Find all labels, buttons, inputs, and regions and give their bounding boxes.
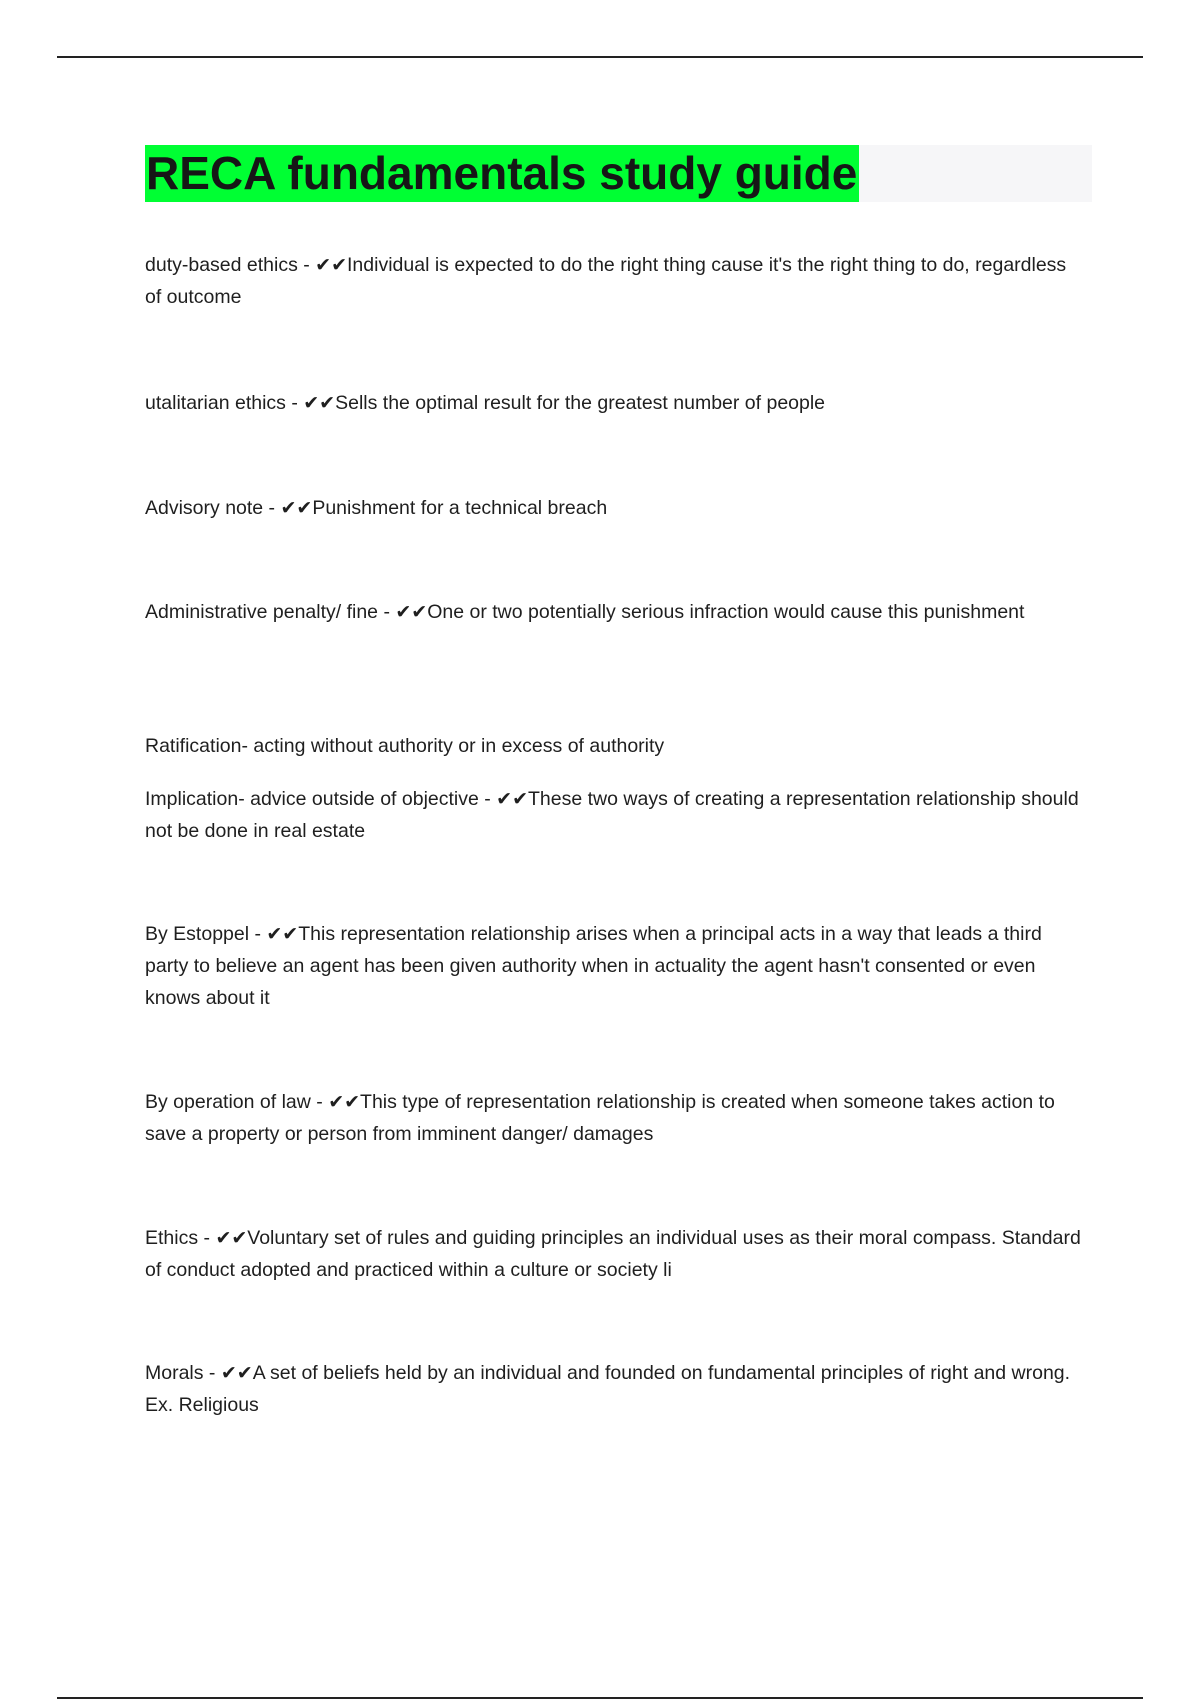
checkmark-icon: ✔✔ (266, 923, 299, 945)
checkmark-icon: ✔✔ (215, 1227, 248, 1249)
checkmark-icon: ✔✔ (395, 601, 428, 623)
study-entry-by-estoppel (145, 918, 1085, 1014)
study-entry-utalitarian-ethics (145, 387, 1085, 419)
entry-answer: This type of representation relationship is created when someone takes action to save a property or person from imminent danger/ damages (145, 1091, 1055, 1145)
top-divider (57, 56, 1143, 58)
checkmark-icon: ✔✔ (220, 1362, 253, 1384)
entry-answer: These two ways of creating a representation relationship should not be done in real estate (145, 788, 1079, 842)
checkmark-icon: ✔✔ (315, 254, 348, 276)
entry-answer: Sells the optimal result for the greatest number of people (335, 392, 826, 414)
checkmark-icon: ✔✔ (280, 497, 313, 519)
study-entry-ratification: Ratification- acting without authority or in excess of authority (145, 735, 665, 757)
study-entry-morals (145, 1357, 1085, 1421)
checkmark-icon: ✔✔ (496, 788, 529, 810)
entry-answer: A set of beliefs held by an individual and founded on fundamental principles of right and wrong. Ex. Religious (145, 1362, 1071, 1416)
study-entry-implication (145, 783, 1085, 847)
study-entry-duty-based-ethics (145, 249, 1085, 313)
entry-term: Implication- advice outside of objective - (145, 788, 497, 810)
entry-answer: Voluntary set of rules and guiding principles an individual uses as their moral compass. Standard of conduct adopted and practiced within a culture or society li (145, 1227, 1081, 1281)
study-entry-ethics (145, 1222, 1085, 1286)
entry-term: duty-based ethics - (145, 254, 316, 276)
entry-term: By operation of law - (145, 1091, 329, 1113)
entry-term: By Estoppel - (145, 923, 267, 945)
entry-term: utalitarian ethics - (145, 392, 304, 414)
entry-answer: This representation relationship arises when a principal acts in a way that leads a third party to believe an agent has been given authority when in actuality the agent hasn't consented or even knows about it (145, 923, 1042, 1009)
entry-term: Advisory note - (145, 497, 281, 519)
entry-answer: Individual is expected to do the right thing cause it's the right thing to do, regardless of outcome (145, 254, 1067, 308)
entry-term: Ethics - (145, 1227, 216, 1249)
document-title: RECA fundamentals study guide (145, 145, 859, 202)
entry-answer: One or two potentially serious infraction would cause this punishment (427, 601, 1025, 623)
bottom-divider (57, 1697, 1143, 1699)
checkmark-icon: ✔✔ (303, 392, 336, 414)
entry-answer: Punishment for a technical breach (312, 497, 608, 519)
entry-term: Morals - (145, 1362, 221, 1384)
study-entry-administrative-penalty (145, 596, 1085, 628)
study-entry-by-operation-of-law (145, 1086, 1085, 1150)
entry-term: Administrative penalty/ fine - (145, 601, 396, 623)
checkmark-icon: ✔✔ (328, 1091, 361, 1113)
study-entry-advisory-note (145, 492, 1085, 524)
